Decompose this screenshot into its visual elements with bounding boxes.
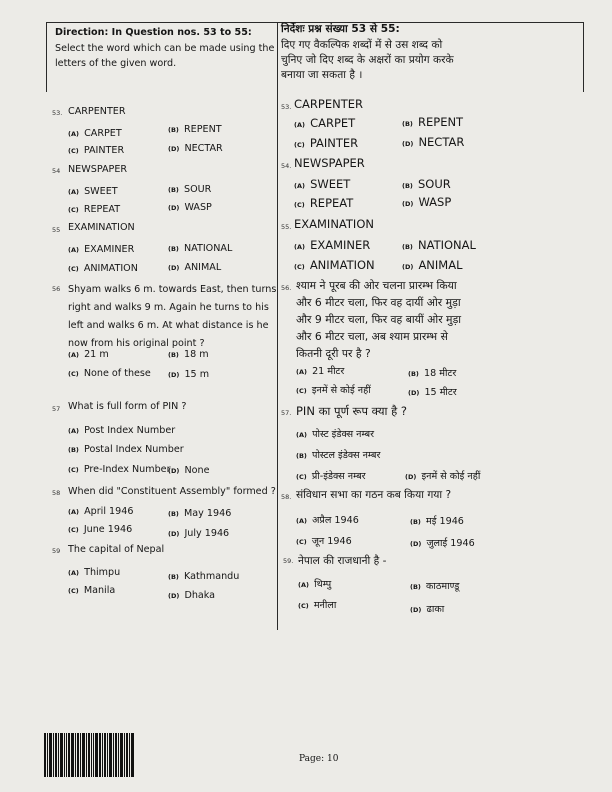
r-q55-option-c: (C) ANIMATION xyxy=(294,258,375,272)
q59-option-c: (C) Manila xyxy=(68,585,116,596)
q56-number: 56 xyxy=(52,285,61,293)
r-q59-option-b: (B) काठमाण्डू xyxy=(410,581,460,592)
q56-line-2: right and walks 9 m. Again he turns to his xyxy=(68,302,269,313)
page-number: Page: 10 xyxy=(299,754,339,764)
q59-text: The capital of Nepal xyxy=(68,544,165,555)
q54-text: NEWSPAPER xyxy=(68,164,128,175)
r-q55-option-a: (A) EXAMINER xyxy=(294,238,371,252)
q57-option-c: (C) Pre-Index Number xyxy=(68,464,171,475)
q59-option-d: (D) Dhaka xyxy=(168,590,216,601)
q57-option-b: (B) Postal Index Number xyxy=(68,444,184,455)
q58-text: When did "Constituent Assembly" formed ? xyxy=(68,486,276,497)
q54-option-c: (C) REPEAT xyxy=(68,204,121,215)
q56-line-3: left and walks 6 m. At what distance is he xyxy=(68,320,269,331)
q55-text: EXAMINATION xyxy=(68,222,135,233)
q56-option-a: (A) 21 m xyxy=(68,349,109,360)
q56-line-1: Shyam walks 6 m. towards East, then turns xyxy=(68,284,277,295)
q53-option-c: (C) PAINTER xyxy=(68,145,125,156)
r-q54-option-a: (A) SWEET xyxy=(294,177,351,191)
r-q57-number: 57. xyxy=(281,409,292,417)
r-q55-option-d: (D) ANIMAL xyxy=(402,258,463,272)
r-q54-number: 54. xyxy=(281,162,292,170)
r-q53-text: CARPENTER xyxy=(294,97,363,111)
direction-title-en: Direction: In Question nos. 53 to 55: xyxy=(55,27,252,38)
q57-text: What is full form of PIN ? xyxy=(68,401,187,412)
r-q56-text xyxy=(296,277,461,362)
direction-title-hi: निर्देशः प्रश्न संख्या 53 से 55: xyxy=(281,23,400,35)
r-q58-option-c: (C) जून 1946 xyxy=(296,536,352,547)
q59-option-a: (A) Thimpu xyxy=(68,567,121,578)
q54-number: 54 xyxy=(52,167,61,175)
r-q54-option-c: (C) REPEAT xyxy=(294,196,354,210)
q59-number: 59 xyxy=(52,547,61,555)
q58-option-c: (C) June 1946 xyxy=(68,524,133,535)
q54-option-b: (B) SOUR xyxy=(168,184,212,195)
r-q58-option-a: (A) अप्रैल 1946 xyxy=(296,515,359,526)
q53-number: 53. xyxy=(52,109,63,117)
r-q56-line-4: और 6 मीटर चला, अब श्याम प्रारम्भ से xyxy=(296,330,448,343)
q55-option-d: (D) ANIMAL xyxy=(168,262,222,273)
r-q53-option-a: (A) CARPET xyxy=(294,116,356,130)
r-q53-option-b: (B) REPENT xyxy=(402,115,464,129)
q55-option-a: (A) EXAMINER xyxy=(68,244,135,255)
r-q55-text: EXAMINATION xyxy=(294,217,374,231)
r-q59-number: 59. xyxy=(283,557,294,565)
r-q56-number: 56. xyxy=(281,284,292,292)
r-q56-option-a: (A) 21 मीटर xyxy=(296,366,345,377)
r-q56-line-3: और 9 मीटर चला, फिर वह बायीं ओर मुड़ा xyxy=(296,313,462,326)
q58-option-d: (D) July 1946 xyxy=(168,528,230,539)
r-q53-option-d: (D) NECTAR xyxy=(402,135,465,149)
r-q54-option-d: (D) WASP xyxy=(402,195,452,209)
r-q53-option-c: (C) PAINTER xyxy=(294,136,359,150)
q57-number: 57 xyxy=(52,405,61,413)
r-q54-option-b: (B) SOUR xyxy=(402,177,451,191)
q54-option-d: (D) WASP xyxy=(168,202,212,213)
direction-line-hi-3: बनाया जा सकता है । xyxy=(281,69,363,81)
q56-option-c: (C) None of these xyxy=(68,368,151,379)
r-q57-option-b: (B) पोस्टल इंडेक्स नम्बर xyxy=(296,450,381,461)
q54-option-a: (A) SWEET xyxy=(68,186,118,197)
direction-line-en-1: Select the word which can be made using the xyxy=(55,43,275,54)
direction-line-hi-1: दिए गए वैकल्पिक शब्दों में से उस शब्द को xyxy=(281,39,443,51)
r-q57-option-c: (C) प्री-इंडेक्स नम्बर xyxy=(296,471,366,482)
r-q59-text: नेपाल की राजधानी है - xyxy=(298,555,387,567)
r-q55-number: 55. xyxy=(281,223,292,231)
q56-line-4: now from his original point ? xyxy=(68,338,205,349)
r-q59-option-d: (D) ढाका xyxy=(410,604,445,615)
r-q58-option-b: (B) मई 1946 xyxy=(410,516,464,527)
q58-option-a: (A) April 1946 xyxy=(68,506,134,517)
q53-option-a: (A) CARPET xyxy=(68,128,122,139)
q56-option-d: (D) 15 m xyxy=(168,369,210,380)
r-q57-option-d: (D) इनमें से कोई नहीं xyxy=(405,471,481,482)
q59-option-b: (B) Kathmandu xyxy=(168,571,240,582)
r-q59-option-a: (A) थिम्पु xyxy=(298,579,332,590)
r-q58-option-d: (D) जुलाई 1946 xyxy=(410,538,475,549)
q57-option-d: (D) None xyxy=(168,465,210,476)
direction-line-hi-2: चुनिए जो दिए शब्द के अक्षरों का प्रयोग करके xyxy=(281,54,454,66)
r-q56-line-1: श्याम ने पूरब की ओर चलना प्रारम्भ किया xyxy=(296,279,457,292)
q55-number: 55 xyxy=(52,226,61,234)
r-q58-text: संविधान सभा का गठन कब किया गया ? xyxy=(296,489,452,501)
q53-text: CARPENTER xyxy=(68,106,126,117)
r-q56-line-5: कितनी दूरी पर है ? xyxy=(296,347,371,360)
q57-option-a: (A) Post Index Number xyxy=(68,425,176,436)
barcode-image xyxy=(44,733,134,777)
q58-number: 58 xyxy=(52,489,61,497)
q58-option-b: (B) May 1946 xyxy=(168,508,232,519)
q55-option-b: (B) NATIONAL xyxy=(168,243,233,254)
r-q56-option-b: (B) 18 मीटर xyxy=(408,368,457,379)
r-q56-line-2: और 6 मीटर चला, फिर वह दायीं ओर मुड़ा xyxy=(296,296,461,309)
r-q56-option-c: (C) इनमें से कोई नहीं xyxy=(296,385,371,396)
r-q57-option-a: (A) पोस्ट इंडेक्स नम्बर xyxy=(296,429,375,440)
q55-option-c: (C) ANIMATION xyxy=(68,263,138,274)
q53-option-b: (B) REPENT xyxy=(168,124,222,135)
r-q55-option-b: (B) NATIONAL xyxy=(402,238,476,252)
r-q53-number: 53. xyxy=(281,103,292,111)
q56-option-b: (B) 18 m xyxy=(168,349,209,360)
r-q56-option-d: (D) 15 मीटर xyxy=(408,387,457,398)
r-q58-number: 58. xyxy=(281,493,292,501)
column-divider xyxy=(277,22,278,630)
q53-option-d: (D) NECTAR xyxy=(168,143,223,154)
r-q59-option-c: (C) मनीला xyxy=(298,600,337,611)
direction-line-en-2: letters of the given word. xyxy=(55,58,177,69)
r-q54-text: NEWSPAPER xyxy=(294,156,365,170)
r-q57-text: PIN का पूर्ण रूप क्या है ? xyxy=(296,404,407,418)
